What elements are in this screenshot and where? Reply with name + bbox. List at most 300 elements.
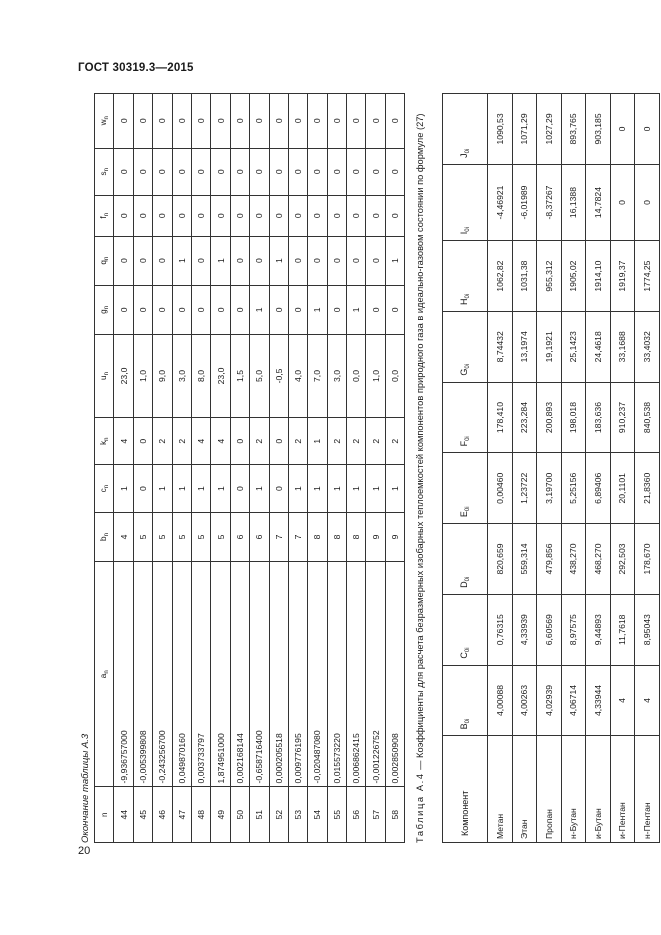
table-a3-cell: 0 (133, 236, 152, 285)
table-a3-cell: 0 (347, 195, 366, 236)
table-a4-row (586, 94, 611, 843)
table-a3-cell: 8 (308, 512, 327, 561)
table-a4-cell: 1905,02 (561, 241, 586, 312)
table-a3-cell: 1 (172, 236, 191, 285)
table-a4-cell: 4,00088 (488, 665, 513, 736)
table-a4-cell: 8,74432 (488, 311, 513, 382)
table-a3-cell: 0 (230, 94, 249, 149)
table-a4-header-subscript: 0i (465, 506, 471, 512)
table-a3-header-cell (95, 562, 114, 787)
table-a3-cell: 0 (347, 148, 366, 195)
table-a3-cell: 4 (191, 417, 210, 464)
table-a3-cell: 5 (172, 512, 191, 561)
table-a3-cell: 46 (153, 787, 172, 843)
table-a4-cell: 840,538 (635, 382, 660, 453)
table-a4-header-subscript: 0i (465, 647, 471, 653)
table-a3-cell: 0,000205518 (269, 562, 288, 787)
table-a3-cell: 0 (153, 285, 172, 334)
table-a3-cell: 0 (211, 94, 230, 149)
table-a3-cell: 2 (153, 417, 172, 464)
table-a3-cell: 53 (288, 787, 307, 843)
table-a4-row (635, 94, 660, 843)
table-a3-cell: 7 (269, 512, 288, 561)
table-a3-cell: 0 (191, 94, 210, 149)
table-a3-header-subscript: n (103, 484, 110, 489)
table-a3-header-cell (95, 236, 114, 285)
table-a4-cell: 16,1388 (561, 164, 586, 240)
table-a3-header-cell (95, 335, 114, 418)
table-a3-header-label: a (98, 673, 108, 679)
table-a3-cell: 0 (308, 195, 327, 236)
table-a4-cell: 198,018 (561, 382, 586, 453)
table-a3-cell: 47 (172, 787, 191, 843)
table-a3-cell: 0,0 (385, 335, 404, 418)
table-a4-row (512, 94, 537, 843)
table-a4-cell: 438,270 (561, 524, 586, 595)
table-a4-cell: 479,856 (537, 524, 562, 595)
table-a3-cell: 49 (211, 787, 230, 843)
table-a3-cell: 2 (172, 417, 191, 464)
table-a4-cell: 903,185 (586, 94, 611, 165)
table-a3-cell: 2 (327, 417, 346, 464)
document-header: ГОСТ 30319.3—2015 (78, 62, 194, 74)
table-a3-cell: 4 (114, 417, 133, 464)
table-a3-row (288, 94, 307, 843)
table-a4-cell: 178,410 (488, 382, 513, 453)
table-a3-header-cell (95, 512, 114, 561)
table-a3-cell: 0 (230, 195, 249, 236)
table-a3-header-label: f (98, 216, 108, 219)
table-a3-cell: 0,015573220 (327, 562, 346, 787)
table-a3-cell: 1 (211, 236, 230, 285)
table-a4-cell: 1062,82 (488, 241, 513, 312)
table-a4-cell: 1,23722 (512, 453, 537, 524)
table-a4-row (488, 94, 513, 843)
table-a3-row (385, 94, 404, 843)
table-a3-cell: 0 (327, 285, 346, 334)
table-a3-header-subscript: n (103, 670, 110, 674)
table-a3-cell: 0 (211, 195, 230, 236)
table-a3-header-subscript: n (103, 533, 110, 537)
table-a3-cell: 0 (133, 285, 152, 334)
table-a3-cell: 44 (114, 787, 133, 843)
table-a3-cell: 0 (250, 94, 269, 149)
table-a3-body (114, 94, 405, 843)
table-a4-caption-name: Таблица А.4 (415, 772, 425, 843)
table-a3-cell: 50 (230, 787, 249, 843)
table-a3-cell: 0 (153, 195, 172, 236)
table-a3-cell: 0 (133, 417, 152, 464)
table-a4-cell: 178,670 (635, 524, 660, 595)
table-a4-header-row (443, 94, 488, 843)
table-a3-header-label: c (98, 488, 108, 493)
table-a3-row (250, 94, 269, 843)
table-a3-header-label: g (98, 309, 108, 314)
table-a4-cell: -6,01989 (512, 164, 537, 240)
table-a3-cell: 0 (191, 148, 210, 195)
table-a3-cell: 57 (366, 787, 385, 843)
table-a3-header-label: u (98, 375, 108, 380)
table-a4-cell: 468,270 (586, 524, 611, 595)
table-a4-header-cell (443, 241, 488, 312)
table-a4-caption (414, 93, 426, 843)
table-a3-cell: 0 (327, 236, 346, 285)
table-a4-cell: 3,19700 (537, 453, 562, 524)
table-a3-cell: 0 (114, 94, 133, 149)
table-a4-cell: 223,284 (512, 382, 537, 453)
table-a4-cell: 1027,29 (537, 94, 562, 165)
table-a3-header-cell (95, 195, 114, 236)
table-a3-cell: 0 (191, 236, 210, 285)
table-a4-cell: 4,33939 (512, 594, 537, 665)
table-a4-cell: 559,314 (512, 524, 537, 595)
table-a3-header-label: q (98, 260, 108, 265)
table-a3-cell: 0 (269, 285, 288, 334)
table-a3-cell: 0 (191, 285, 210, 334)
table-a3-cell: 0 (366, 195, 385, 236)
table-a3-cell: 0 (133, 148, 152, 195)
table-a4-cell: 0 (635, 164, 660, 240)
table-a4-cell: 0 (635, 94, 660, 165)
table-a3-header-cell (95, 285, 114, 334)
table-a3-cell: 1 (327, 465, 346, 512)
table-a3-cell: 0 (114, 236, 133, 285)
table-a3-cell: 0 (230, 417, 249, 464)
table-a4-cell: -4,46921 (488, 164, 513, 240)
table-a4-row (610, 94, 635, 843)
table-a3-cell: 0 (288, 94, 307, 149)
table-a3-cell: 58 (385, 787, 404, 843)
table-a3-cell: 6 (250, 512, 269, 561)
table-a4-header-label: H (459, 298, 469, 305)
table-a3-header-label: b (98, 536, 108, 541)
table-a4-cell: 4 (635, 665, 660, 736)
table-a3-cell: 4 (114, 512, 133, 561)
table-a4-cell: 0,76315 (488, 594, 513, 665)
table-a3-cell: 0,002850908 (385, 562, 404, 787)
table-a3-cell: 2 (385, 417, 404, 464)
table-a3-header-label: n (99, 812, 109, 817)
table-a3-row (366, 94, 385, 843)
table-a3-cell: 1 (250, 465, 269, 512)
table-a4-cell: 4,06714 (561, 665, 586, 736)
table-a3-cell: 23,0 (114, 335, 133, 418)
table-a3-cell: 0,0 (347, 335, 366, 418)
table-a4-row (537, 94, 562, 843)
table-a3-cell: 0 (191, 195, 210, 236)
table-a4-header-cell (443, 382, 488, 453)
table-a4-cell: 13,1974 (512, 311, 537, 382)
table-a3-cell: 1 (366, 465, 385, 512)
table-a3-cell: 3,0 (327, 335, 346, 418)
table-a4-cell: 1914,10 (586, 241, 611, 312)
table-a3-cell: 0 (250, 148, 269, 195)
table-a4-header-subscript: 0i (465, 293, 471, 299)
table-a3-header-subscript: n (103, 372, 110, 376)
table-a4-cell: 200,893 (537, 382, 562, 453)
table-a3-cell: 0 (230, 148, 249, 195)
table-a4-cell: 24,4618 (586, 311, 611, 382)
table-a3-cell: 0 (250, 195, 269, 236)
table-a4-header-subscript: 0i (465, 227, 471, 232)
table-a3-cell: 5 (191, 512, 210, 561)
table-a4-cell: 33,1688 (610, 311, 635, 382)
table-a3-cell: 1 (114, 465, 133, 512)
table-a4-header-label: Компонент (460, 790, 470, 836)
table-a3-cell: 56 (347, 787, 366, 843)
table-a3-cell: 1 (385, 465, 404, 512)
table-a3-cell: 0 (153, 94, 172, 149)
table-a4-cell: 1031,38 (512, 241, 537, 312)
table-a3-cell: 1 (250, 285, 269, 334)
table-a3-cell: 4 (211, 417, 230, 464)
table-a4-cell: 6,89406 (586, 453, 611, 524)
table-a4-cell: 910,237 (610, 382, 635, 453)
table-a3-cell: 8 (347, 512, 366, 561)
table-a3-cell: 0 (269, 148, 288, 195)
table-a3-cell: 2 (347, 417, 366, 464)
table-a3-cell: 0 (347, 94, 366, 149)
table-a4-cell: 1919,37 (610, 241, 635, 312)
table-a4-cell: -8,37267 (537, 164, 562, 240)
table-a3-cell: 5 (133, 512, 152, 561)
table-a3-cell: 0 (288, 195, 307, 236)
table-a4-cell: 8,95043 (635, 594, 660, 665)
table-a3-row (153, 94, 172, 843)
table-a3-cell: 2 (366, 417, 385, 464)
table-a4-cell: 4 (610, 665, 635, 736)
table-a3-cell: 5 (211, 512, 230, 561)
table-a3-cell: 0 (385, 94, 404, 149)
table-a4-header-cell (443, 164, 488, 240)
table-a4-header-cell (443, 665, 488, 736)
table-a3-row (191, 94, 210, 843)
table-a4-cell: 4,00263 (512, 665, 537, 736)
table-a4-cell: 4,02939 (537, 665, 562, 736)
table-a3-header-subscript: n (103, 168, 110, 172)
table-a3-cell: 0 (172, 285, 191, 334)
table-a3-cell: -0,5 (269, 335, 288, 418)
table-a3-cell: 0 (269, 195, 288, 236)
table-a3-cell: 1,0 (366, 335, 385, 418)
table-a3-cell: 7 (288, 512, 307, 561)
table-a3-cell: 1 (308, 417, 327, 464)
table-a4-cell: Метан (488, 736, 513, 843)
table-a4-cell: Пропан (537, 736, 562, 843)
table-a3-cell: 23,0 (211, 335, 230, 418)
table-a3-cell: -0,005399808 (133, 562, 152, 787)
table-a3-cell: 0 (385, 148, 404, 195)
table-a4-cell: 11,7618 (610, 594, 635, 665)
table-a3-row (347, 94, 366, 843)
table-a3-cell: 1 (211, 465, 230, 512)
table-a3-cell: 0 (172, 195, 191, 236)
table-a3-cell: 0 (327, 148, 346, 195)
table-a3-cell: 0,003733797 (191, 562, 210, 787)
table-a3-cell: 0 (308, 236, 327, 285)
table-a3-cell: 0 (327, 94, 346, 149)
table-a3-cell: 9,0 (153, 335, 172, 418)
table-a3-cell: 0 (133, 195, 152, 236)
table-a4-cell: 1071,29 (512, 94, 537, 165)
table-a3-cell: 1 (172, 465, 191, 512)
table-a4-cell: 4,33944 (586, 665, 611, 736)
table-a4-header-label: C (459, 652, 469, 659)
table-a4-header-cell (443, 594, 488, 665)
table-a3-caption: Окончание таблицы А.3 (80, 733, 91, 843)
table-a3-cell: 5 (153, 512, 172, 561)
table-a3-cell: 0 (308, 148, 327, 195)
table-a3-cell: 0 (366, 94, 385, 149)
table-a3-cell: -0,243256700 (153, 562, 172, 787)
table-a4-header-label: G (459, 368, 469, 376)
table-a4-cell: 0 (610, 164, 635, 240)
table-a3-header-cell (95, 94, 114, 149)
table-a3-cell: 0 (366, 236, 385, 285)
table-a4-cell: 1090,53 (488, 94, 513, 165)
table-a3-header-cell (95, 787, 114, 843)
table-a4-cell: 19,1921 (537, 311, 562, 382)
table-a3-header-cell (95, 417, 114, 464)
table-a3-cell: 0 (385, 285, 404, 334)
table-a3-cell: 7,0 (308, 335, 327, 418)
table-a4-body (488, 94, 660, 843)
table-a4 (442, 93, 660, 843)
table-a4-cell: 6,60569 (537, 594, 562, 665)
table-a3-cell: 0 (172, 148, 191, 195)
table-a3-row (230, 94, 249, 843)
table-a4-cell: и-Пентан (610, 736, 635, 843)
table-a3-cell: 1 (191, 465, 210, 512)
table-a4-cell: 0 (610, 94, 635, 165)
table-a3-cell: 0,049870160 (172, 562, 191, 787)
table-a3-cell: 9 (366, 512, 385, 561)
table-a3-cell: 1,874951000 (211, 562, 230, 787)
table-a4-header-subscript: 0i (465, 576, 471, 582)
table-a3-cell: 55 (327, 787, 346, 843)
table-a3-cell: 0 (250, 236, 269, 285)
table-a3-cell: 1,5 (230, 335, 249, 418)
table-a3-cell: 2 (250, 417, 269, 464)
table-a3-cell: 0 (288, 285, 307, 334)
table-a4-header-subscript: 0i (465, 718, 471, 724)
table-a4-cell: 893,765 (561, 94, 586, 165)
table-a3-cell: 8,0 (191, 335, 210, 418)
table-a4-header-label: B (459, 723, 469, 730)
table-a3-cell: 8 (327, 512, 346, 561)
table-a3-cell: 0 (230, 236, 249, 285)
table-a3-cell: 0 (347, 236, 366, 285)
table-a3-cell: 0 (308, 94, 327, 149)
table-a3-cell: 0 (230, 465, 249, 512)
table-a3-cell: 3,0 (172, 335, 191, 418)
table-a3-header-cell (95, 148, 114, 195)
page-number: 20 (78, 845, 91, 857)
table-a3-cell: 1 (347, 465, 366, 512)
table-a3-cell: 1 (269, 236, 288, 285)
table-a4-cell: н-Пентан (635, 736, 660, 843)
table-a3-cell: 0,009776195 (288, 562, 307, 787)
table-a3-row (211, 94, 230, 843)
table-a4-cell: и-Бутан (586, 736, 611, 843)
table-a3-cell: 0 (366, 285, 385, 334)
table-a4-header-subscript: 0i (465, 436, 471, 441)
table-a3-cell: 0 (114, 195, 133, 236)
table-a3-row (172, 94, 191, 843)
table-a4-cell: 33,4032 (635, 311, 660, 382)
table-a4-header-subscript: 0i (465, 148, 471, 154)
table-a3-row (114, 94, 133, 843)
table-a3-cell: 0 (114, 148, 133, 195)
table-a3-cell: 1 (347, 285, 366, 334)
table-a3-cell: 0 (366, 148, 385, 195)
table-a3-cell: 5,0 (250, 335, 269, 418)
table-a3-cell: 9 (385, 512, 404, 561)
table-a3-header-cell (95, 465, 114, 512)
table-a3-cell: 54 (308, 787, 327, 843)
table-a4-cell: Этан (512, 736, 537, 843)
table-a3-cell: 0 (230, 285, 249, 334)
table-a4-cell: 292,503 (610, 524, 635, 595)
table-a3-cell: 0 (172, 94, 191, 149)
table-a3-cell: 0 (269, 465, 288, 512)
table-a3-cell: 0 (385, 195, 404, 236)
table-a3-cell: 2 (288, 417, 307, 464)
table-a4-header-cell (443, 524, 488, 595)
table-a3-cell: 0 (211, 285, 230, 334)
table-a4-header-cell (443, 311, 488, 382)
table-a4-cell: 25,1423 (561, 311, 586, 382)
table-a3-cell: 0 (114, 285, 133, 334)
table-a3-cell: 6 (230, 512, 249, 561)
table-a4-cell: 9,44893 (586, 594, 611, 665)
table-a4-row (561, 94, 586, 843)
table-a3-cell: 0 (269, 417, 288, 464)
table-a4-cell: 20,1101 (610, 453, 635, 524)
table-a4-header-cell (443, 736, 488, 843)
table-a3-cell: -0,001226752 (366, 562, 385, 787)
table-a4-cell: 183,636 (586, 382, 611, 453)
table-a4-header-cell (443, 453, 488, 524)
table-a3-cell: 0 (327, 195, 346, 236)
table-a4-cell: 8,97575 (561, 594, 586, 665)
table-a3-cell: 1 (153, 465, 172, 512)
table-a4-cell: 21,8360 (635, 453, 660, 524)
table-a3-cell: 0 (153, 148, 172, 195)
table-a4-header-subscript: 0i (465, 363, 471, 369)
table-a3-cell: -9,936757000 (114, 562, 133, 787)
table-a3-cell: 1 (288, 465, 307, 512)
table-a4-cell: 5,25156 (561, 453, 586, 524)
table-a3-row (327, 94, 346, 843)
table-a3-row (269, 94, 288, 843)
table-a3-row (133, 94, 152, 843)
table-a4-cell: 0,00460 (488, 453, 513, 524)
table-a3-cell: 52 (269, 787, 288, 843)
table-a3-header-subscript: n (103, 305, 110, 310)
table-a3-cell: 48 (191, 787, 210, 843)
table-a3-header-subscript: n (103, 212, 110, 217)
table-a3-cell: 0 (211, 148, 230, 195)
table-a3-row (308, 94, 327, 843)
table-a3-cell: -0,658716400 (250, 562, 269, 787)
table-a4-cell: 955,312 (537, 241, 562, 312)
table-a3-cell: 0 (269, 94, 288, 149)
table-a3-header-subscript: n (103, 437, 110, 441)
rotated-content (80, 93, 652, 843)
table-a4-cell: 14,7824 (586, 164, 611, 240)
table-a3-cell: 0,002168144 (230, 562, 249, 787)
